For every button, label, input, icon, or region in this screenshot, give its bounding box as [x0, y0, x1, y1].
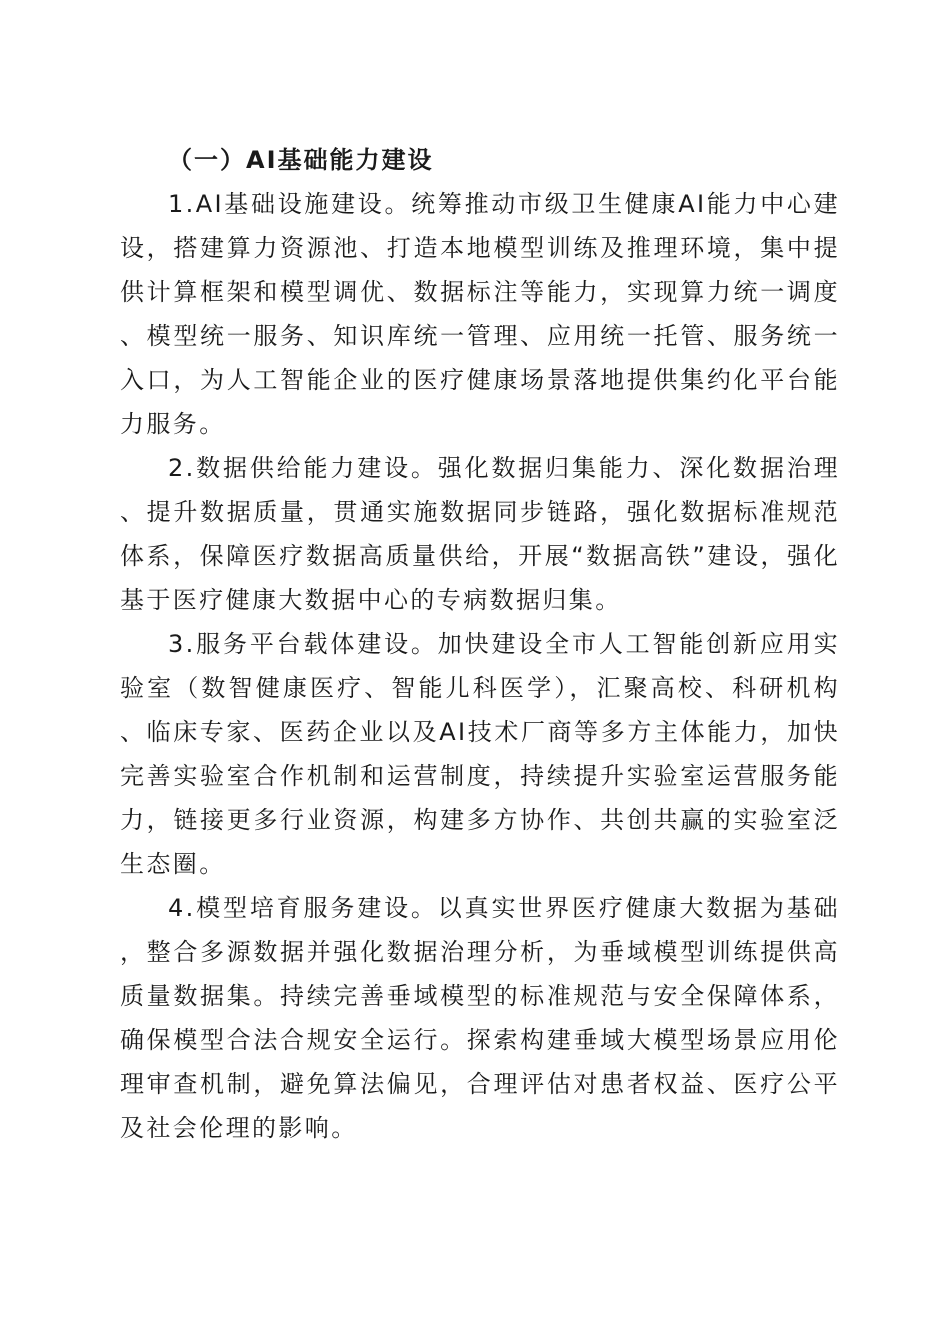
paragraph-ai-infrastructure: 1.AI基础设施建设。统筹推动市级卫生健康AI能力中心建设，搭建算力资源池、打造本地模型训练及推理环境，集中提供计算框架和模型调优、数据标注等能力，实现算力统一调度、模型统一服务、知识库统一管理、应用统一托管、服务统一入口，为人工智能企业的医疗健康场景落地提供集约化平台能力服务。	[120, 190, 840, 438]
paragraph-data-supply: 2.数据供给能力建设。强化数据归集能力、深化数据治理、提升数据质量，贯通实施数据同步链路，强化数据标准规范体系，保障医疗数据高质量供给，开展“数据高铁”建设，强化基于医疗健康大数据中心的专病数据归集。	[120, 454, 840, 614]
paragraph-service-platform: 3.服务平台载体建设。加快建设全市人工智能创新应用实验室（数智健康医疗、智能儿科医学），汇聚高校、科研机构、临床专家、医药企业以及AI技术厂商等多方主体能力，加快完善实验室合作机制和运营制度，持续提升实验室运营服务能力，链接更多行业资源，构建多方协作、共创共赢的实验室泛生态圈。	[120, 630, 840, 878]
document-body	[120, 138, 840, 1150]
section-heading: （一）AI基础能力建设	[168, 146, 434, 174]
paragraph-model-cultivation: 4.模型培育服务建设。以真实世界医疗健康大数据为基础，整合多源数据并强化数据治理分析，为垂域模型训练提供高质量数据集。持续完善垂域模型的标准规范与安全保障体系，确保模型合法合规安全运行。探索构建垂域大模型场景应用伦理审查机制，避免算法偏见，合理评估对患者权益、医疗公平及社会伦理的影响。	[120, 894, 840, 1142]
